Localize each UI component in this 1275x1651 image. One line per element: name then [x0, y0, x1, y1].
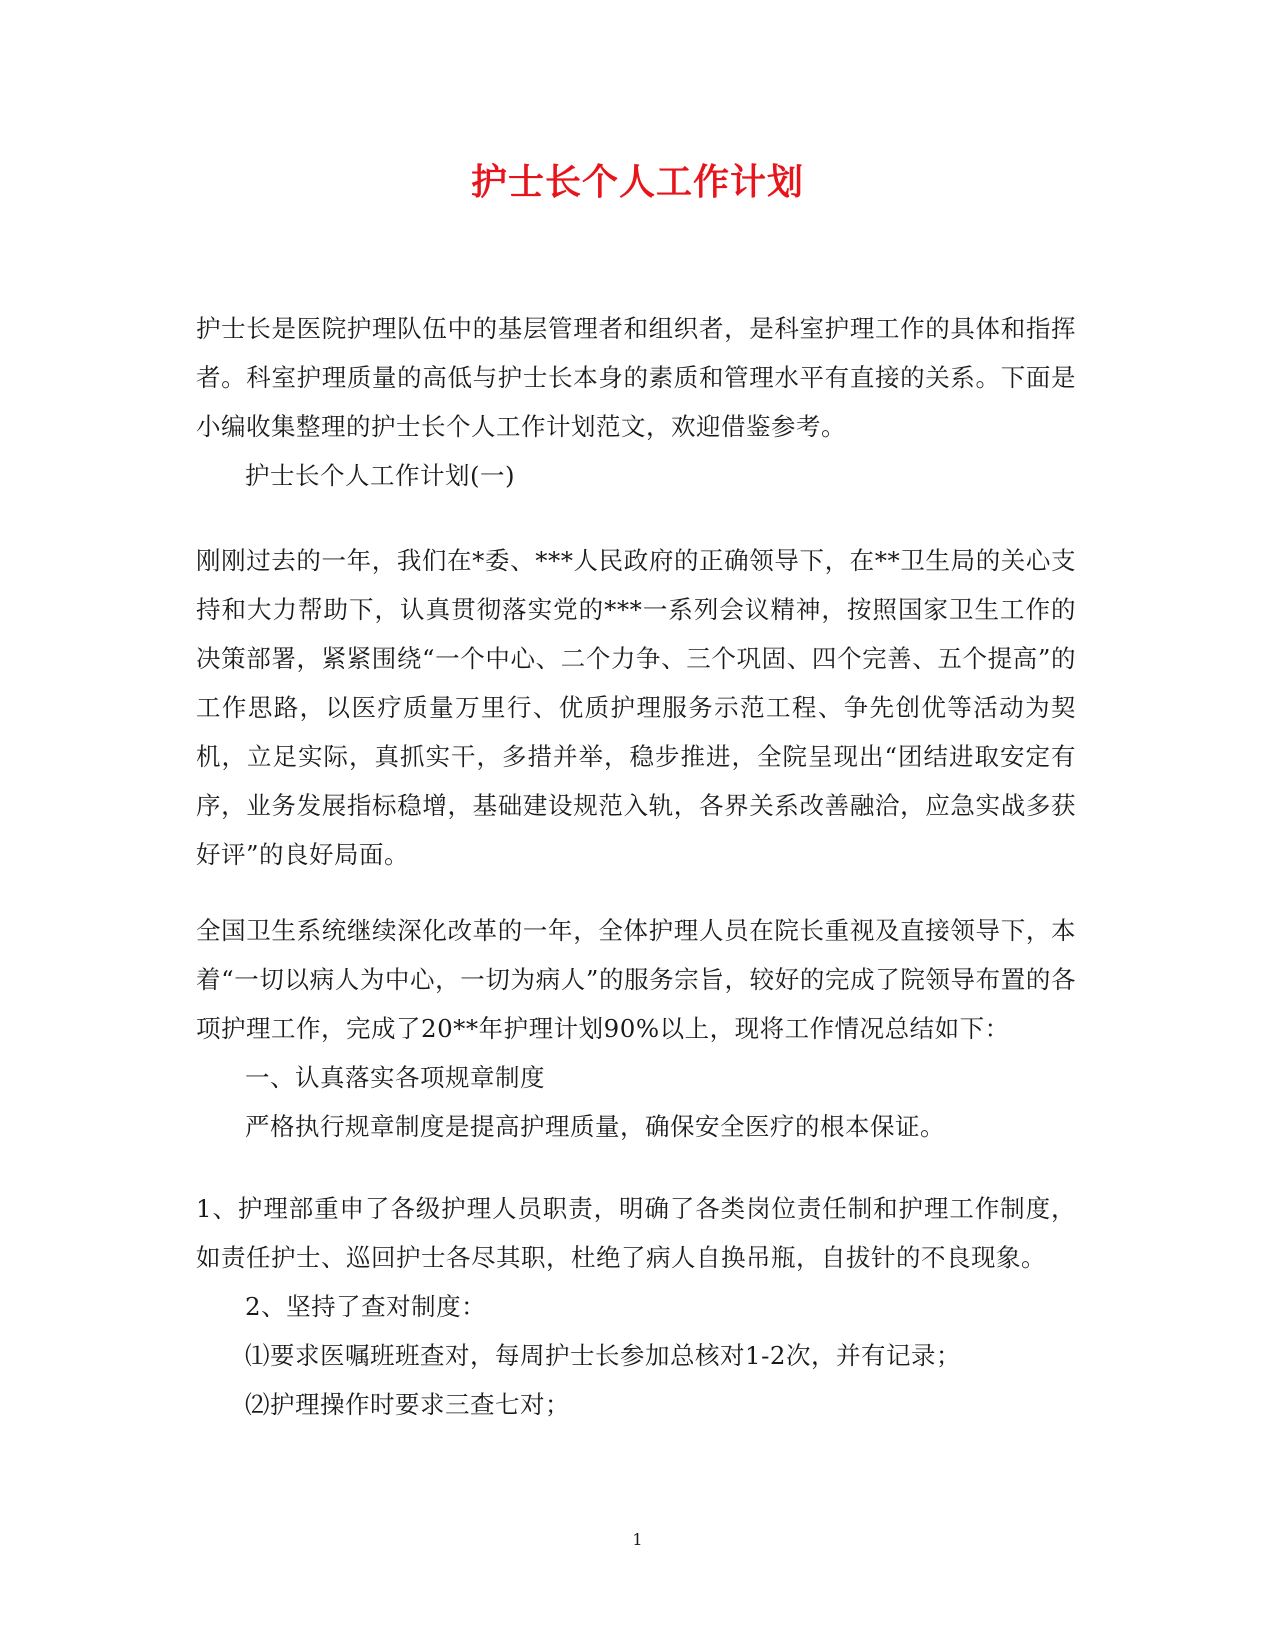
item-1: 1、护理部重申了各级护理人员职责，明确了各类岗位责任制和护理工作制度，如责任护士、巡回护士各尽其职，杜绝了病人自换吊瓶，自拔针的不良现象。 — [196, 1194, 1076, 1272]
item-2-2: ⑵护理操作时要求三查七对； — [245, 1390, 570, 1419]
paragraph-1: 刚刚过去的一年，我们在*委、***人民政府的正确领导下，在**卫生局的关心支持和大力帮助下，认真贯彻落实党的***一系列会议精神，按照国家卫生工作的决策部署，紧紧围绕“一个中心、二个力争、三个巩固、四个完善、五个提高”的工作思路，以医疗质量万里行、优质护理服务示范工程、争先创优等活动为契机，立足实际，真抓实干，多措并举，稳步推进，全院呈现出“团结进取安定有序，业务发展指标稳增，基础建设规范入轨，各界关系改善融洽，应急实战多获好评”的良好局面。 — [196, 546, 1076, 869]
paragraph-2-block — [196, 906, 1076, 1151]
page-number: 1 — [632, 1530, 643, 1549]
items-block — [196, 1184, 1076, 1429]
intro-block — [196, 304, 1076, 500]
intro-paragraph: 护士长是医院护理队伍中的基层管理者和组织者，是科室护理工作的具体和指挥者。科室护理质量的高低与护士长本身的素质和管理水平有直接的关系。下面是小编收集整理的护士长个人工作计划范文，欢迎借鉴参考。 — [196, 314, 1076, 441]
paragraph-2: 全国卫生系统继续深化改革的一年，全体护理人员在院长重视及直接领导下，本着“一切以病人为中心，一切为病人”的服务宗旨，较好的完成了院领导布置的各项护理工作，完成了20**年护理计划90%以上，现将工作情况总结如下： — [196, 916, 1076, 1043]
item-2-1: ⑴要求医嘱班班查对，每周护士长参加总核对1-2次，并有记录； — [245, 1341, 961, 1370]
paragraph-1-block — [196, 536, 1076, 879]
item-2: 2、坚持了查对制度： — [245, 1292, 487, 1321]
document-title: 护士长个人工作计划 — [470, 161, 804, 203]
section-1-heading: 一、认真落实各项规章制度 — [245, 1063, 545, 1092]
subheading: 护士长个人工作计划(一) — [245, 461, 516, 490]
section-1-text: 严格执行规章制度是提高护理质量，确保安全医疗的根本保证。 — [245, 1112, 945, 1141]
